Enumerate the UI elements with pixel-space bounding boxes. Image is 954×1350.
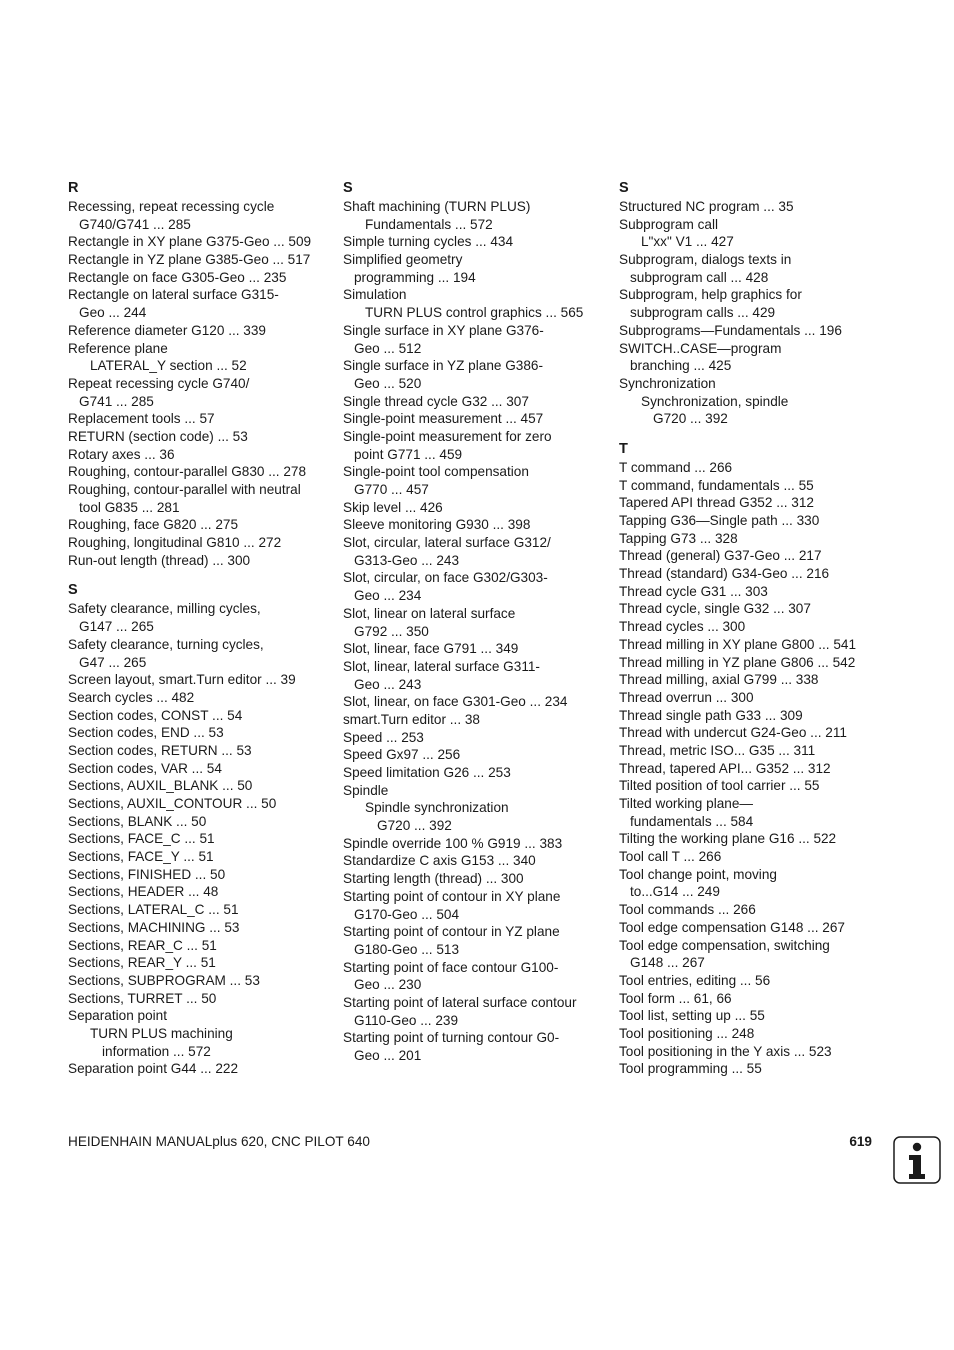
index-section: [68, 179, 330, 569]
index-entry: Sections, LATERAL_C ... 51: [68, 902, 239, 918]
index-entry: Rotary axes ... 36: [68, 446, 175, 462]
section-letter: R: [68, 180, 79, 196]
index-entry: Standardize C axis G153 ... 340: [343, 853, 536, 869]
info-icon: [893, 1136, 941, 1184]
index-subentry: G47 ... 265: [79, 654, 147, 670]
index-entry: Roughing, longitudinal G810 ... 272: [68, 535, 282, 551]
index-entry: Starting point of face contour G100-: [343, 959, 559, 975]
index-entry: Starting length (thread) ... 300: [343, 871, 524, 887]
index-subentry: Geo ... 201: [354, 1048, 422, 1063]
index-entry: SWITCH..CASE—program: [619, 340, 782, 356]
index-subentry: Fundamentals ... 572: [365, 216, 493, 232]
index-entry: Tilted working plane—: [619, 796, 753, 811]
index-entry: Simplified geometry: [343, 252, 463, 268]
index-entry: Tool positioning ... 248: [619, 1025, 755, 1041]
index-subentry: Geo ... 512: [354, 340, 422, 356]
index-entry: Subprogram, help graphics for: [619, 287, 802, 303]
index-entry: Repeat recessing cycle G740/: [68, 375, 250, 391]
index-entry: Safety clearance, turning cycles,: [68, 636, 264, 652]
index-entry: Single-point measurement for zero: [343, 428, 552, 444]
index-entry: Tool edge compensation G148 ... 267: [619, 919, 845, 935]
index-entry: Starting point of turning contour G0-: [343, 1030, 560, 1046]
index-column-2: [343, 179, 605, 1065]
index-entry: RETURN (section code) ... 53: [68, 428, 248, 444]
index-entry: Speed Gx97 ... 256: [343, 747, 461, 763]
index-entry: Roughing, contour-parallel with neutral: [68, 482, 301, 497]
index-entry: Tool entries, editing ... 56: [619, 972, 771, 988]
index-entry: Rectangle in XY plane G375-Geo ... 509: [68, 234, 312, 250]
index-entry: Simulation: [343, 287, 407, 303]
index-section: [619, 179, 881, 428]
index-entry: Thread, tapered API... G352 ... 312: [619, 760, 831, 776]
index-entry: Sections, FINISHED ... 50: [68, 866, 226, 882]
index-entry: Screen layout, smart.Turn editor ... 39: [68, 672, 296, 688]
index-entry: Sections, TURRET ... 50: [68, 990, 217, 1006]
index-subentry: Geo ... 243: [354, 676, 422, 692]
index-subentry: subprogram calls ... 429: [630, 305, 776, 321]
index-subentry: Geo ... 234: [354, 588, 422, 604]
index-column-1: [68, 179, 330, 1078]
index-section: [68, 581, 330, 1078]
index-entry: Skip level ... 426: [343, 499, 443, 515]
index-subentry: tool G835 ... 281: [79, 499, 180, 515]
index-subentry: subprogram call ... 428: [630, 269, 769, 285]
index-entry: Sections, REAR_C ... 51: [68, 937, 217, 953]
index-entry: Spindle: [343, 782, 389, 798]
index-entry: Tilting the working plane G16 ... 522: [619, 831, 837, 847]
index-subentry: L"xx" V1 ... 427: [641, 234, 734, 250]
index-entry: Tool form ... 61, 66: [619, 990, 732, 1006]
index-subentry: to...G14 ... 249: [630, 884, 720, 900]
index-entry: Safety clearance, milling cycles,: [68, 601, 261, 617]
index-column-3: [619, 179, 881, 1078]
index-entry: Thread milling in YZ plane G806 ... 542: [619, 654, 856, 670]
index-entry: Tool commands ... 266: [619, 902, 756, 918]
index-entry: T command ... 266: [619, 459, 733, 475]
index-entry: Tool change point, moving: [619, 866, 777, 882]
index-section: [619, 440, 881, 1078]
index-subentry: G740/G741 ... 285: [79, 216, 191, 232]
index-entry: Tapping G36—Single path ... 330: [619, 513, 820, 528]
index-entry: Speed limitation G26 ... 253: [343, 765, 511, 780]
index-entry: Roughing, face G820 ... 275: [68, 517, 239, 533]
index-subentry: G792 ... 350: [354, 623, 429, 639]
index-entry: Structured NC program ... 35: [619, 199, 794, 214]
index-entry: smart.Turn editor ... 38: [343, 711, 480, 727]
index-entry: Section codes, END ... 53: [68, 725, 224, 741]
index-entry: Section codes, CONST ... 54: [68, 707, 243, 723]
index-entry: Spindle override 100 % G919 ... 383: [343, 835, 563, 851]
index-entry: Sections, AUXIL_CONTOUR ... 50: [68, 796, 277, 811]
section-letter: S: [68, 582, 78, 599]
index-subentry: programming ... 194: [354, 269, 476, 285]
index-entry: Thread (standard) G34-Geo ... 216: [619, 566, 830, 582]
index-entry: Sections, BLANK ... 50: [68, 813, 207, 829]
index-entry: Slot, linear, on face G301-Geo ... 234: [343, 694, 568, 710]
index-subentry: Geo ... 230: [354, 977, 422, 993]
index-subentry: TURN PLUS control graphics ... 565: [365, 305, 584, 321]
index-entry: Single surface in XY plane G376-: [343, 322, 544, 338]
index-subentry: G720 ... 392: [377, 818, 452, 834]
index-entry: Thread, metric ISO... G35 ... 311: [619, 742, 816, 758]
index-entry: Thread cycles ... 300: [619, 619, 746, 635]
index-entry: Slot, linear, face G791 ... 349: [343, 641, 519, 657]
index-subentry: information ... 572: [102, 1043, 211, 1059]
index-entry: Run-out length (thread) ... 300: [68, 552, 251, 568]
index-subentry: point G771 ... 459: [354, 446, 463, 462]
index-entry: Thread single path G33 ... 309: [619, 707, 803, 723]
index-subentry: G180-Geo ... 513: [354, 941, 460, 957]
section-letter: S: [619, 180, 629, 196]
index-entry: Shaft machining (TURN PLUS): [343, 199, 531, 214]
index-entry: Separation point: [68, 1008, 168, 1024]
index-subentry: G170-Geo ... 504: [354, 906, 460, 922]
index-entry: Single-point measurement ... 457: [343, 411, 544, 427]
index-entry: Slot, circular, lateral surface G312/: [343, 535, 551, 551]
index-entry: Thread cycle, single G32 ... 307: [619, 601, 811, 617]
index-subentry: G741 ... 285: [79, 393, 154, 409]
index-subentry: G770 ... 457: [354, 482, 429, 497]
index-subentry: G110-Geo ... 239: [354, 1012, 459, 1028]
index-entry: Simple turning cycles ... 434: [343, 234, 514, 250]
index-entry: Tapered API thread G352 ... 312: [619, 495, 814, 511]
index-entry: Thread cycle G31 ... 303: [619, 583, 768, 599]
index-entry: Subprograms—Fundamentals ... 196: [619, 322, 842, 338]
index-entry: Subprogram, dialogs texts in: [619, 252, 792, 268]
index-entry: Sleeve monitoring G930 ... 398: [343, 517, 531, 533]
index-entry: Slot, linear, lateral surface G311-: [343, 658, 540, 674]
index-entry: Section codes, VAR ... 54: [68, 760, 222, 776]
footer-title: HEIDENHAIN MANUALplus 620, CNC PILOT 640: [68, 1134, 370, 1149]
index-entry: Roughing, contour-parallel G830 ... 278: [68, 464, 307, 480]
index-subentry: Spindle synchronization: [365, 800, 509, 816]
index-entry: Rectangle in YZ plane G385-Geo ... 517: [68, 252, 311, 268]
index-subentry: G147 ... 265: [79, 619, 154, 635]
index-subentry: LATERAL_Y section ... 52: [90, 358, 247, 374]
index-entry: Thread milling in XY plane G800 ... 541: [619, 636, 857, 652]
index-entry: Single thread cycle G32 ... 307: [343, 393, 529, 409]
index-entry: Sections, AUXIL_BLANK ... 50: [68, 778, 253, 794]
index-entry: Separation point G44 ... 222: [68, 1061, 239, 1077]
index-entry: Starting point of lateral surface contour: [343, 994, 577, 1010]
index-subentry: Geo ... 520: [354, 375, 422, 391]
index-entry: Tool positioning in the Y axis ... 523: [619, 1043, 832, 1059]
index-entry: Tool programming ... 55: [619, 1061, 762, 1077]
index-entry: Synchronization: [619, 375, 716, 391]
index-entry: Thread milling, axial G799 ... 338: [619, 672, 819, 688]
index-entry: Replacement tools ... 57: [68, 411, 215, 427]
section-letter: S: [343, 180, 353, 196]
index-subentry: G313-Geo ... 243: [354, 552, 460, 568]
index-entry: Speed ... 253: [343, 729, 424, 745]
index-entry: Reference diameter G120 ... 339: [68, 322, 266, 338]
index-entry: Tool call T ... 266: [619, 849, 722, 865]
index-subentry: G148 ... 267: [630, 955, 705, 971]
index-entry: Tool edge compensation, switching: [619, 937, 830, 953]
index-subentry: G720 ... 392: [653, 411, 728, 427]
index-subentry: fundamentals ... 584: [630, 813, 754, 829]
index-entry: T command, fundamentals ... 55: [619, 477, 814, 493]
index-entry: Slot, linear on lateral surface: [343, 605, 516, 621]
index-entry: Sections, REAR_Y ... 51: [68, 955, 216, 971]
index-entry: Rectangle on lateral surface G315-: [68, 287, 279, 303]
index-entry: Sections, FACE_Y ... 51: [68, 849, 214, 865]
index-entry: Rectangle on face G305-Geo ... 235: [68, 269, 287, 285]
index-entry: Subprogram call: [619, 216, 718, 232]
index-entry: Tool list, setting up ... 55: [619, 1008, 765, 1024]
index-entry: Single-point tool compensation: [343, 464, 529, 480]
index-entry: Thread overrun ... 300: [619, 689, 754, 705]
section-letter: T: [619, 440, 628, 457]
index-section: [343, 179, 605, 1065]
index-subentry: TURN PLUS machining: [90, 1025, 233, 1041]
index-entry: Search cycles ... 482: [68, 689, 195, 705]
index-entry: Section codes, RETURN ... 53: [68, 742, 252, 758]
index-entry: Starting point of contour in XY plane: [343, 888, 561, 904]
index-entry: Sections, HEADER ... 48: [68, 884, 219, 900]
index-entry: Thread (general) G37-Geo ... 217: [619, 548, 822, 564]
index-entry: Single surface in YZ plane G386-: [343, 358, 543, 374]
index-entry: Recessing, repeat recessing cycle: [68, 199, 275, 214]
index-entry: Thread with undercut G24-Geo ... 211: [619, 725, 847, 741]
index-entry: Slot, circular, on face G302/G303-: [343, 570, 548, 586]
index-entry: Reference plane: [68, 340, 168, 356]
index-entry: Starting point of contour in YZ plane: [343, 924, 560, 940]
index-subentry: Geo ... 244: [79, 305, 147, 321]
index-entry: Sections, FACE_C ... 51: [68, 831, 215, 847]
index-subentry: branching ... 425: [630, 358, 732, 374]
index-entry: Tapping G73 ... 328: [619, 530, 738, 546]
index-subentry: Synchronization, spindle: [641, 393, 789, 409]
index-entry: Sections, MACHINING ... 53: [68, 919, 240, 935]
page-number: 619: [849, 1134, 872, 1149]
index-entry: Tilted position of tool carrier ... 55: [619, 778, 820, 794]
index-entry: Sections, SUBPROGRAM ... 53: [68, 972, 260, 988]
